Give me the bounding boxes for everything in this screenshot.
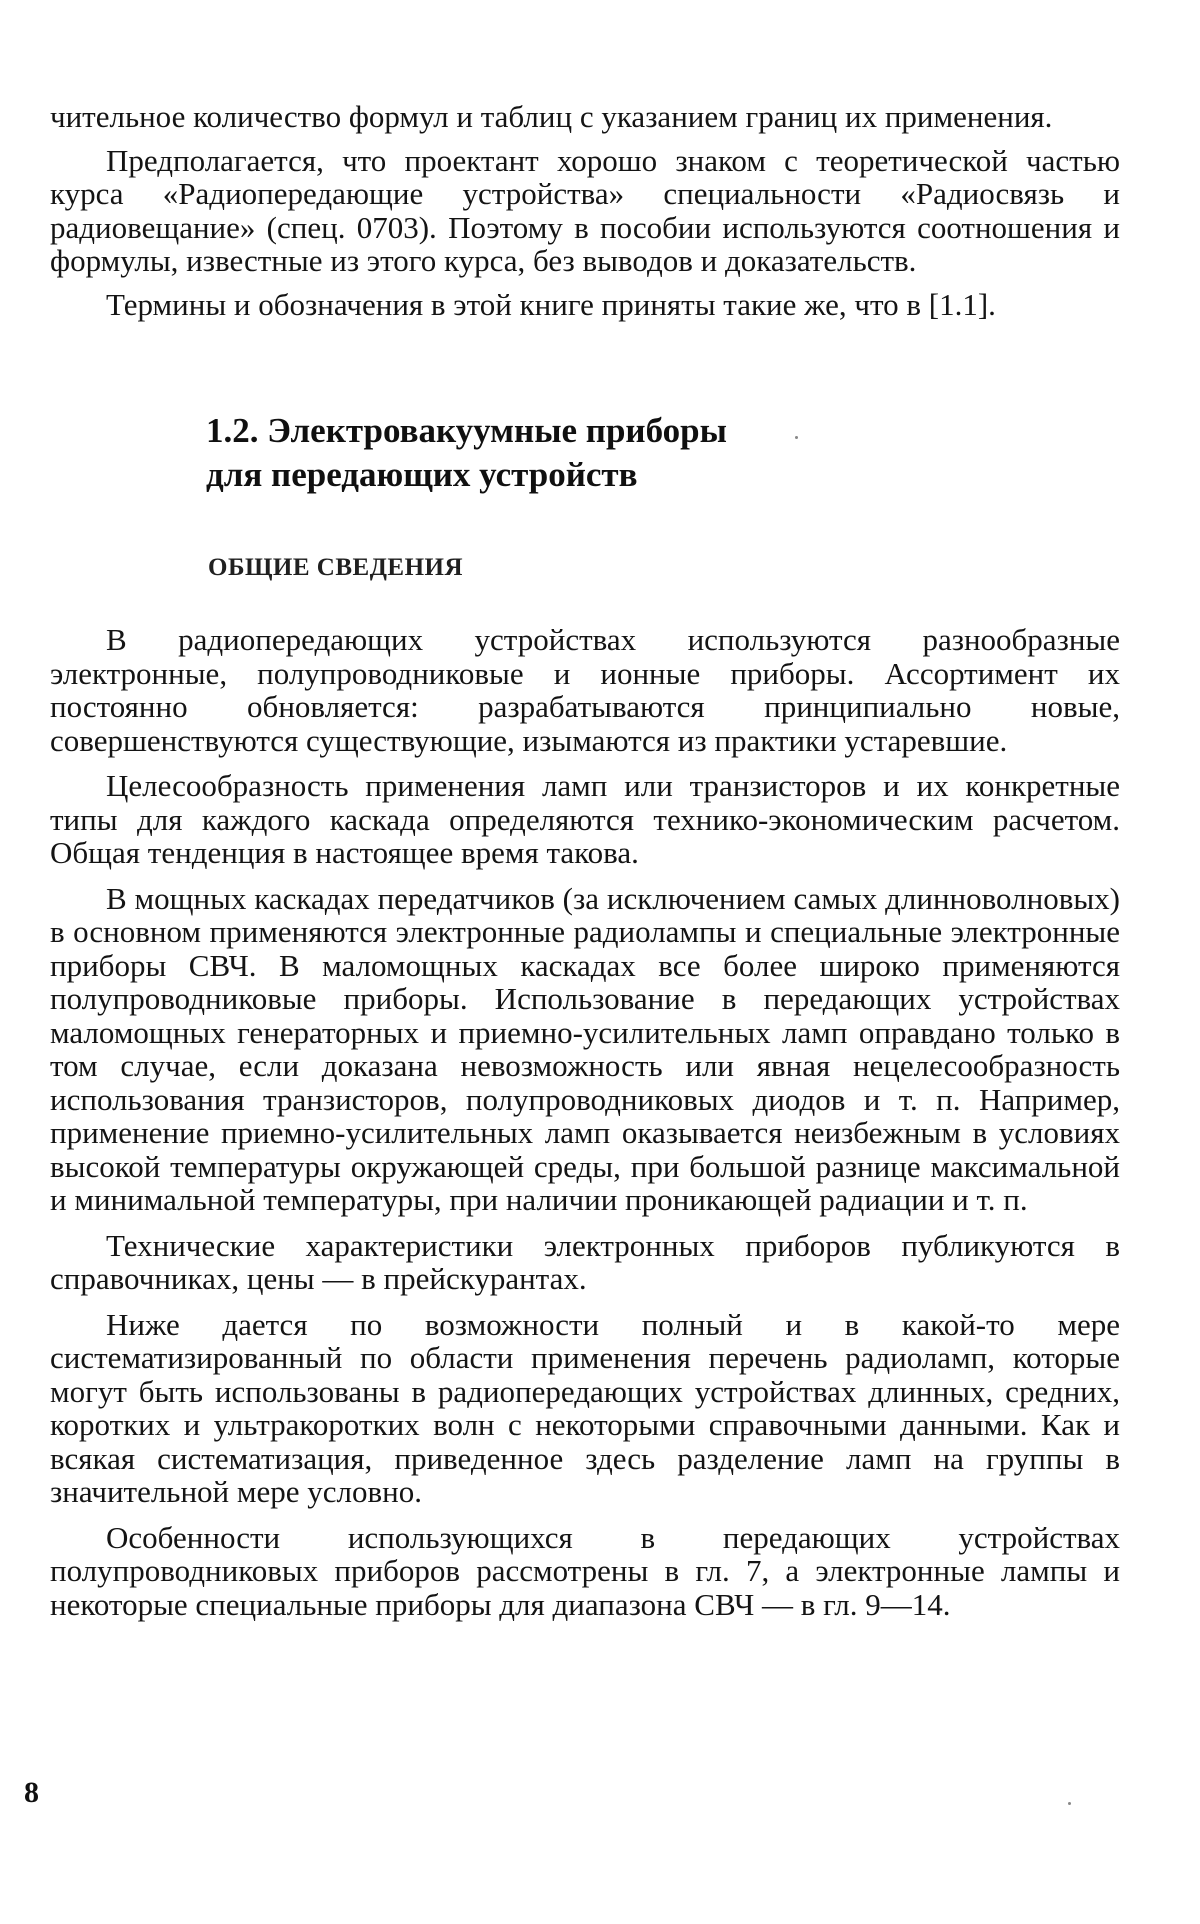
paragraph-continuation: чительное количество формул и таблиц с указанием границ их применения. (50, 99, 1053, 134)
subsection-heading: ОБЩИЕ СВЕДЕНИЯ (208, 554, 464, 581)
paragraph-devices-overview: В радиопередающих устройствах используются разнообразные электронные, полупроводниковые и ионные приборы. Ассортимент их постоянно обновляется: разрабатываются принципиально новые, совершенствуются существующие, изымаются из практики устаревшие. (50, 622, 1120, 758)
paragraph-chapter-references: Особенности использующихся в передающих устройствах полупроводниковых приборов рассмотрены в гл. 7, а электронные лампы и некоторые специальные приборы для диапазона СВЧ — в гл. 9—14. (50, 1519, 1120, 1622)
paragraph-terms: Термины и обозначения в этой книге приняты такие же, что в [1.1]. (106, 286, 996, 322)
section-heading-line-2: для передающих устройств (206, 455, 638, 494)
paragraph-characteristics: Технические характеристики электронных приборов публикуются в справочниках, цены — в прейскурантах. (50, 1227, 1120, 1296)
scan-speck (1068, 1802, 1071, 1805)
paragraph-expediency: Целесообразность применения ламп или транзисторов и их конкретные типы для каждого каскада определяются технико-экономическим расчетом. Общая тенденция в настоящее время такова. (50, 768, 1120, 870)
paragraph-high-power-stages: В мощных каскадах передатчиков (за исключением самых длинноволновых) в основном применяются электронные радиолампы и специальные электронные приборы СВЧ. В маломощных каскадах все более широко применяются полупроводниковые приборы. Использование в передающих устройствах маломощных генераторных и приемно-усилительных ламп оправдано только в том случае, если доказана невозможность или явная нецелесообразность использования транзисторов, полупроводниковых диодов и т. п. Например, применение приемно-усилительных ламп оказывается неизбежным в условиях высокой температуры окружающей среды, при большой разнице максимальной и минимальной температуры, при наличии проникающей радиации и т. п. (50, 880, 1120, 1217)
page-number: 8 (24, 1776, 39, 1809)
paragraph-lamp-list: Ниже дается по возможности полный и в какой-то мере систематизированный по области применения перечень радиоламп, которые могут быть использованы в радиопередающих устройствах длинных, средних, коротких и ультракоротких волн с некоторыми справочными данными. Как и всякая систематизация, приведенное здесь разделение ламп на группы в значительной мере условно. (50, 1306, 1120, 1509)
scan-speck (795, 436, 798, 439)
section-heading-line-1: 1.2. Электровакуумные приборы (206, 411, 727, 450)
book-page (50, 100, 1120, 1621)
section-heading (206, 409, 1120, 497)
paragraph-course-knowledge: Предполагается, что проектант хорошо знаком с теоретической частью курса «Радиопередающие устройства» специальности «Радиосвязь и радиовещание» (спец. 0703). Поэтому в пособии используются соотношения и формулы, известные из этого курса, без выводов и доказательств. (50, 142, 1120, 278)
